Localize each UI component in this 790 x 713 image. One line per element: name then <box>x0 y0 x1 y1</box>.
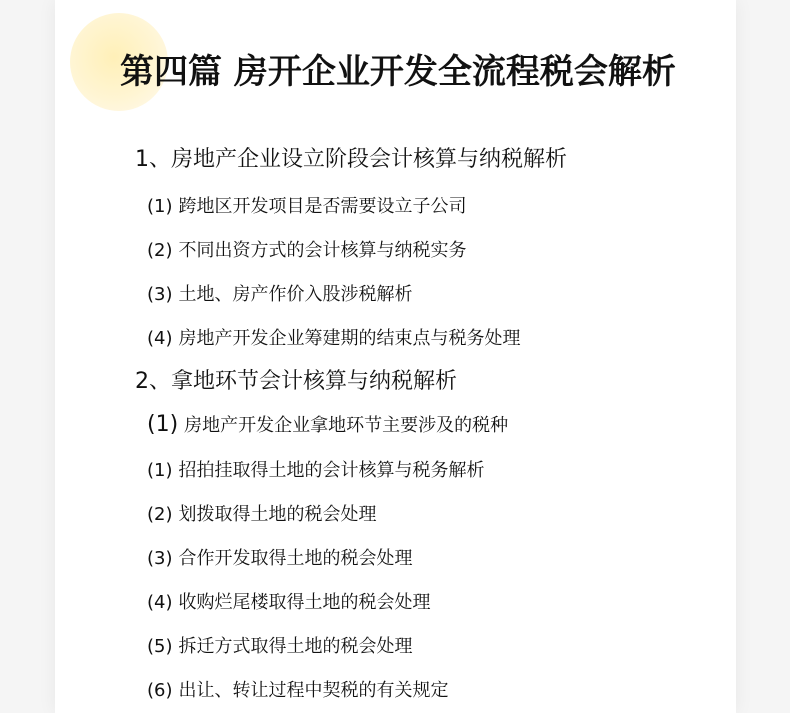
list-item <box>147 679 449 703</box>
item-number: (1) <box>147 412 179 437</box>
item-number: (6) <box>147 680 173 701</box>
item-text: 拆迁方式取得土地的税会处理 <box>178 636 413 657</box>
list-item <box>147 547 413 571</box>
item-text: 房地产开发企业拿地环节主要涉及的税种 <box>184 415 509 436</box>
item-number: (4) <box>147 592 173 613</box>
item-number: (3) <box>147 548 173 569</box>
item-text: 跨地区开发项目是否需要设立子公司 <box>178 196 467 217</box>
item-text: 土地、房产作价入股涉税解析 <box>178 284 413 305</box>
item-text: 招拍挂取得土地的会计核算与税务解析 <box>178 460 485 481</box>
item-number: (3) <box>147 284 173 305</box>
item-number: (2) <box>147 240 173 261</box>
list-item <box>147 413 508 438</box>
list-item <box>147 635 413 659</box>
item-number: (1) <box>147 460 173 481</box>
item-text: 划拨取得土地的税会处理 <box>178 504 377 525</box>
item-text: 房地产开发企业筹建期的结束点与税务处理 <box>178 328 521 349</box>
list-item <box>147 591 431 615</box>
list-item <box>147 503 377 527</box>
item-text: 收购烂尾楼取得土地的税会处理 <box>178 592 431 613</box>
item-number: (2) <box>147 504 173 525</box>
item-text: 合作开发取得土地的税会处理 <box>178 548 413 569</box>
list-item <box>147 283 413 307</box>
list-item <box>147 327 521 351</box>
item-text: 出让、转让过程中契税的有关规定 <box>178 680 449 701</box>
section-heading-2: 2、拿地环节会计核算与纳税解析 <box>135 369 457 394</box>
item-number: (5) <box>147 636 173 657</box>
list-item <box>147 239 467 263</box>
item-text: 不同出资方式的会计核算与纳税实务 <box>178 240 467 261</box>
page-title: 第四篇 房开企业开发全流程税会解析 <box>120 52 676 92</box>
item-number: (4) <box>147 328 173 349</box>
section-heading-1: 1、房地产企业设立阶段会计核算与纳税解析 <box>135 147 567 172</box>
document-card <box>55 0 736 713</box>
list-item <box>147 195 467 219</box>
list-item <box>147 459 485 483</box>
item-number: (1) <box>147 196 173 217</box>
